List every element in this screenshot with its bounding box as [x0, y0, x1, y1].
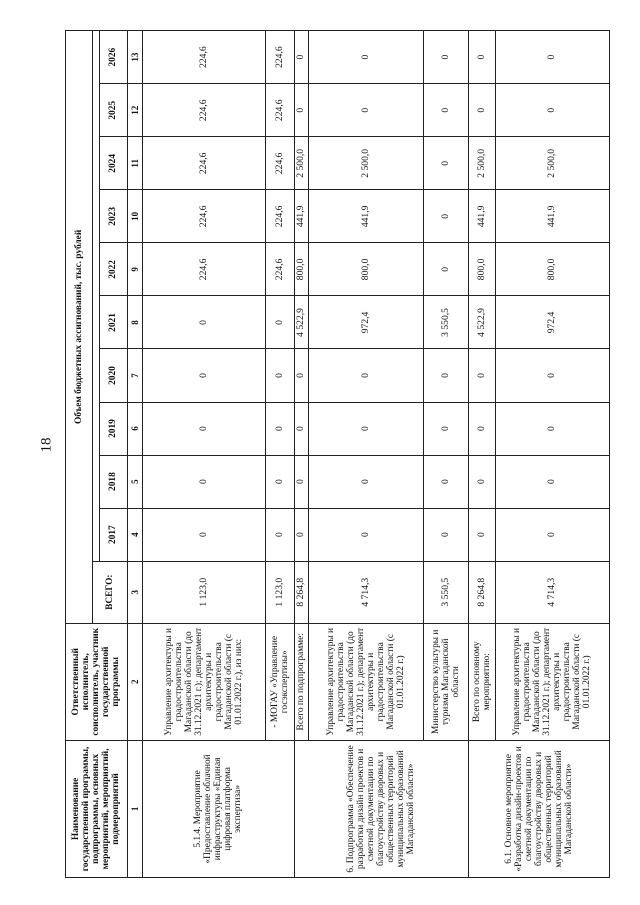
executor-cell: Управление архитектуры и градостроительства Магаданской области (до 31.12.2021 г.); департамент архитектуры и градостроительства Магаданской области (с 01.01.2022 г.) — [495, 623, 609, 740]
table-row — [469, 31, 495, 878]
header-executor: Ответственный исполнитель, соисполнитель, участник государственной программы — [66, 623, 128, 740]
value-cell: 800,0 — [469, 243, 495, 296]
executor-cell: Управление архитектуры и градостроительства Магаданской области (до 31.12.2021 г.); департамент архитектуры и градостроительства Магаданской области (с 01.01.2022 г.) — [309, 623, 423, 740]
header-year: 2019 — [100, 402, 127, 455]
column-number: 8 — [127, 296, 142, 349]
value-cell: 0 — [423, 84, 469, 137]
table-row — [294, 31, 309, 878]
executor-cell: Управление архитектуры и градостроительства Магаданской области (до 31.12.2021 г.); департамент архитектуры и градостроительства Магаданской области (с 01.01.2022 г.), из них: — [142, 623, 265, 740]
value-cell: 0 — [309, 84, 423, 137]
header-name: Наименование государственной программы, подпрограммы, основных мероприятий, мероприятий, подмероприятий — [66, 740, 128, 877]
header-year: 2021 — [100, 296, 127, 349]
section-name: 5.1.4. Мероприятие «Предоставление облачной инфраструктуры «Единая цифровая платформа экспертиза» — [142, 740, 294, 877]
value-cell: 0 — [265, 508, 294, 561]
column-number: 13 — [127, 31, 142, 84]
value-cell: 224,6 — [265, 243, 294, 296]
rotated-table-container — [65, 30, 610, 878]
value-cell: 0 — [309, 508, 423, 561]
value-cell: 1 123,0 — [142, 561, 265, 623]
value-cell: 0 — [294, 402, 309, 455]
budget-table — [65, 30, 610, 878]
header-volume: Объем бюджетных ассигнований, тыс. рублей — [66, 31, 93, 624]
value-cell: 0 — [423, 190, 469, 243]
header-year: 2024 — [100, 137, 127, 190]
value-cell: 8 264,8 — [294, 561, 309, 623]
column-number: 11 — [127, 137, 142, 190]
column-number: 4 — [127, 508, 142, 561]
header-year: 2020 — [100, 349, 127, 402]
executor-cell: Всего по подпрограмме: — [294, 623, 309, 740]
column-number: 5 — [127, 455, 142, 508]
value-cell: 972,4 — [309, 296, 423, 349]
value-cell: 0 — [142, 508, 265, 561]
value-cell: 800,0 — [309, 243, 423, 296]
value-cell: 0 — [495, 349, 609, 402]
value-cell: 0 — [294, 508, 309, 561]
value-cell: 0 — [495, 508, 609, 561]
header-year: 2023 — [100, 190, 127, 243]
value-cell: 0 — [423, 455, 469, 508]
header-year: 2022 — [100, 243, 127, 296]
value-cell: 0 — [469, 31, 495, 84]
value-cell: 224,6 — [265, 84, 294, 137]
value-cell: 0 — [142, 296, 265, 349]
value-cell: 0 — [423, 508, 469, 561]
value-cell: 972,4 — [495, 296, 609, 349]
value-cell: 2 500,0 — [469, 137, 495, 190]
value-cell: 0 — [469, 349, 495, 402]
header-total: ВСЕГО: — [93, 561, 127, 623]
value-cell: 224,6 — [142, 190, 265, 243]
value-cell: 1 123,0 — [265, 561, 294, 623]
value-cell: 0 — [142, 349, 265, 402]
header-year: 2025 — [100, 84, 127, 137]
value-cell: 0 — [294, 349, 309, 402]
executor-cell: - МОГАУ «Управление госэкспертизы» — [265, 623, 294, 740]
value-cell: 0 — [469, 402, 495, 455]
value-cell: 0 — [265, 455, 294, 508]
table-row — [142, 31, 265, 878]
value-cell: 0 — [265, 296, 294, 349]
value-cell: 0 — [294, 84, 309, 137]
value-cell: 8 264,8 — [469, 561, 495, 623]
value-cell: 0 — [265, 349, 294, 402]
value-cell: 0 — [423, 402, 469, 455]
executor-cell: Всего по основному мероприятию: — [469, 623, 495, 740]
value-cell: 2 500,0 — [495, 137, 609, 190]
column-number: 6 — [127, 402, 142, 455]
value-cell: 224,6 — [265, 137, 294, 190]
column-number: 3 — [127, 561, 142, 623]
column-number: 1 — [127, 740, 142, 877]
value-cell: 0 — [423, 31, 469, 84]
value-cell: 0 — [469, 508, 495, 561]
value-cell: 0 — [309, 349, 423, 402]
value-cell: 3 550,5 — [423, 296, 469, 349]
value-cell: 800,0 — [495, 243, 609, 296]
value-cell: 224,6 — [142, 31, 265, 84]
value-cell: 0 — [495, 31, 609, 84]
value-cell: 4 714,3 — [495, 561, 609, 623]
column-number: 2 — [127, 623, 142, 740]
value-cell: 224,6 — [142, 243, 265, 296]
value-cell: 0 — [142, 402, 265, 455]
value-cell: 0 — [423, 349, 469, 402]
value-cell: 441,9 — [495, 190, 609, 243]
column-number-row — [127, 31, 142, 878]
value-cell: 0 — [294, 455, 309, 508]
value-cell: 0 — [294, 31, 309, 84]
value-cell: 0 — [309, 455, 423, 508]
value-cell: 0 — [495, 84, 609, 137]
value-cell: 0 — [495, 402, 609, 455]
value-cell: 0 — [309, 31, 423, 84]
column-number: 12 — [127, 84, 142, 137]
header-year: 2018 — [100, 455, 127, 508]
value-cell: 2 500,0 — [309, 137, 423, 190]
section-name: 6.1. Основное мероприятие «Разработка дизайн-проектов и сметной документации по благоустройству дворовых и общественных территорий муниципальных образований Магаданской области» — [469, 740, 610, 877]
value-cell: 441,9 — [294, 190, 309, 243]
value-cell: 800,0 — [294, 243, 309, 296]
value-cell: 3 550,5 — [423, 561, 469, 623]
value-cell: 0 — [469, 455, 495, 508]
value-cell: 224,6 — [265, 31, 294, 84]
value-cell: 224,6 — [142, 84, 265, 137]
value-cell: 441,9 — [469, 190, 495, 243]
executor-cell: Министерство культуры и туризма Магаданской области — [423, 623, 469, 740]
value-cell: 224,6 — [142, 137, 265, 190]
section-name: 6. Подпрограмма «Обеспечение разработки дизайн проектов и сметной документации по благоустройству дворовых и общественных территорий муниципальных образований Магаданской области» — [294, 740, 469, 877]
header-year: 2026 — [100, 31, 127, 84]
value-cell: 0 — [265, 402, 294, 455]
value-cell: 0 — [495, 455, 609, 508]
value-cell: 224,6 — [265, 190, 294, 243]
column-number: 7 — [127, 349, 142, 402]
header-year: 2017 — [100, 508, 127, 561]
column-number: 9 — [127, 243, 142, 296]
value-cell: 0 — [142, 455, 265, 508]
value-cell: 4 522,9 — [469, 296, 495, 349]
value-cell: 0 — [309, 402, 423, 455]
value-cell: 0 — [423, 137, 469, 190]
value-cell: 441,9 — [309, 190, 423, 243]
column-number: 10 — [127, 190, 142, 243]
value-cell: 4 522,9 — [294, 296, 309, 349]
value-cell: 2 500,0 — [294, 137, 309, 190]
value-cell: 0 — [423, 243, 469, 296]
page-number: 18 — [38, 437, 55, 453]
value-cell: 4 714,3 — [309, 561, 423, 623]
value-cell: 0 — [469, 84, 495, 137]
